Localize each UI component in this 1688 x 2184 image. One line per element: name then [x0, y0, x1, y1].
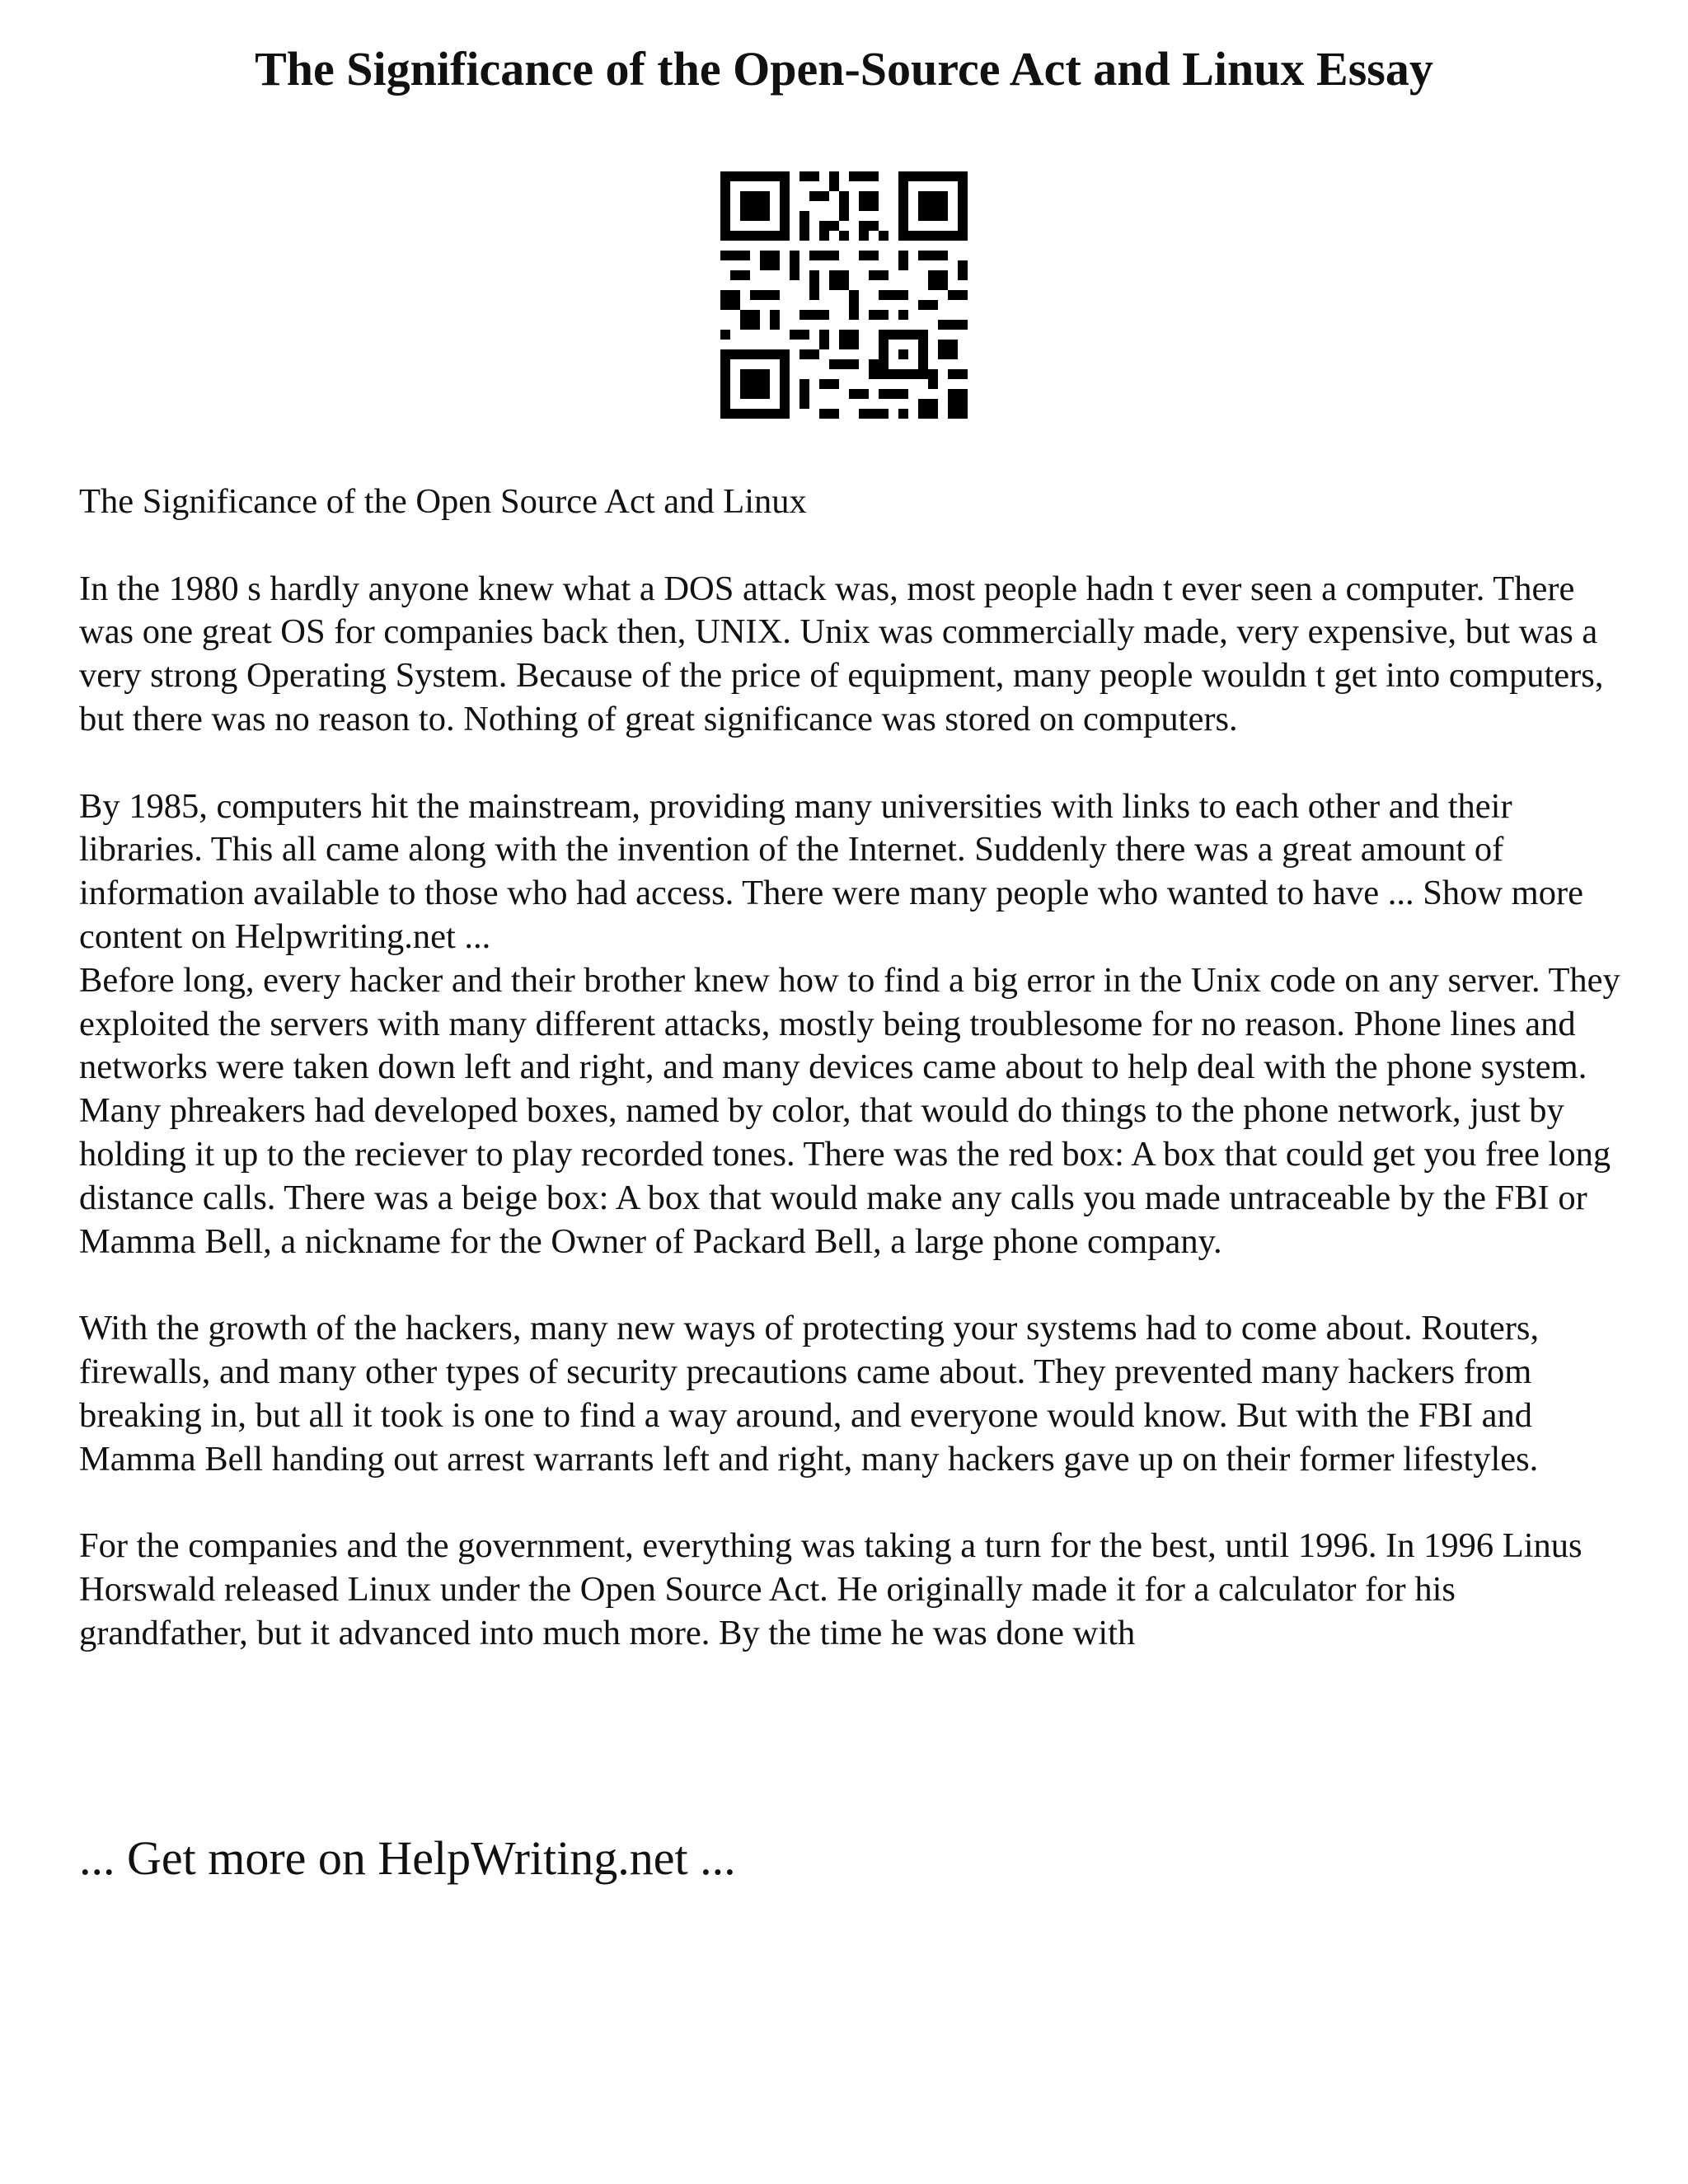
- paragraph: In the 1980 s hardly anyone knew what a DOS attack was, most people hadn t ever seen a computer. There was one great OS for companies back then, UNIX. Unix was commercially made, very expensive, but was a very strong Operating System. Because of the price of equipment, many people wouldn t get into computers, but there was no reason to. Nothing of great significance was stored on computers.: [79, 569, 1604, 738]
- paragraph: With the growth of the hackers, many new ways of protecting your systems had to come about. Routers, firewalls, and many other types of security precautions came about. They prevented many hackers from breaking in, but all it took is one to find a way around, and everyone would know. But with the FBI and Mamma Bell handing out arrest warrants left and right, many hackers gave up on their former lifestyles.: [79, 1309, 1540, 1479]
- page-title: The Significance of the Open-Source Act and Linux Essay: [255, 42, 1433, 96]
- essay-body: [79, 480, 1629, 1656]
- essay-subtitle: The Significance of the Open Source Act and Linux: [79, 482, 807, 521]
- paragraph: For the companies and the government, everything was taking a turn for the best, until 1996. In 1996 Linus Horswald released Linux under the Open Source Act. He originally made it for a calculator for his grandfather, but it advanced into much more. By the time he was done with: [79, 1526, 1582, 1652]
- paragraph: By 1985, computers hit the mainstream, providing many universities with links to each other and their libraries. This all came along with the invention of the Internet. Suddenly there was a great amount of information available to those who had access. There were many people who wanted to have ... Show more content on Helpwriting.net ...: [79, 786, 1583, 956]
- get-more-link[interactable]: ... Get more on HelpWriting.net ...: [79, 1831, 736, 1885]
- qr-code-icon[interactable]: [720, 171, 968, 419]
- paragraph: Before long, every hacker and their brother knew how to find a big error in the Unix code on any server. They exploited the servers with many different attacks, mostly being troublesome for no reason. Phone lines and networks were taken down left and right, and many devices came about to help deal with the phone system. Many phreakers had developed boxes, named by color, that would do things to the phone network, just by holding it up to the reciever to play recorded tones. There was the red box: A box that could get you free long distance calls. There was a beige box: A box that would make any calls you made untraceable by the FBI or Mamma Bell, a nickname for the Owner of Packard Bell, a large phone company.: [79, 960, 1620, 1261]
